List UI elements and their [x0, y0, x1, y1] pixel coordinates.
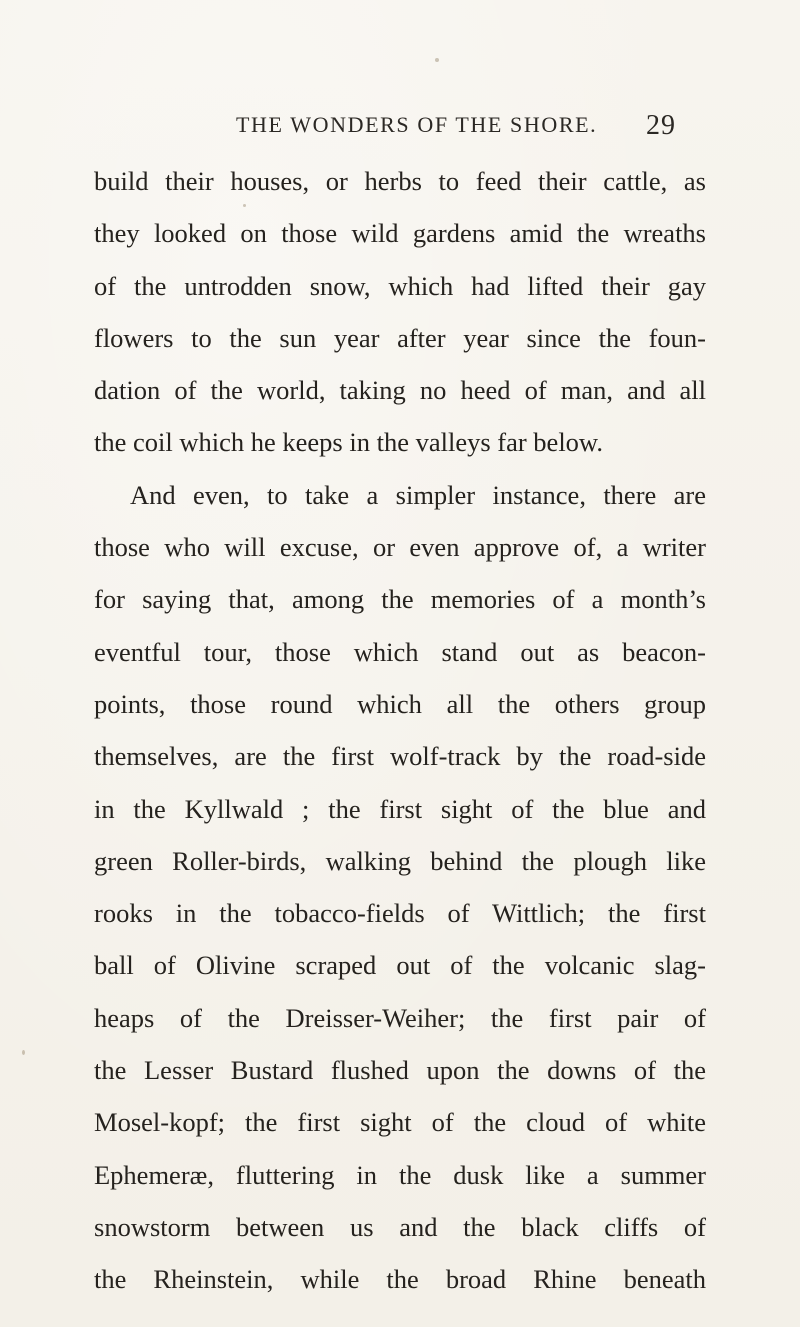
text-line: for saying that, among the memories of a month’s: [94, 584, 706, 615]
text-line: rooks in the tobacco-fields of Wittlich; the first: [94, 898, 706, 929]
text-line: of the untrodden snow, which had lifted their gay: [94, 270, 706, 301]
text-line: the coil which he keeps in the valleys far below.: [94, 427, 603, 458]
text-line: ball of Olivine scraped out of the volcanic slag-: [94, 950, 706, 981]
running-head: [236, 112, 676, 146]
text-line: points, those round which all the others group: [94, 688, 706, 719]
text-line-paragraph-start: And even, to take a simpler instance, there are: [130, 479, 706, 510]
text-line: Mosel-kopf; the first sight of the cloud of white: [94, 1107, 706, 1138]
text-line: they looked on those wild gardens amid the wreaths: [94, 218, 706, 249]
text-line: green Roller-birds, walking behind the plough like: [94, 845, 706, 876]
text-line: the Rheinstein, while the broad Rhine beneath: [94, 1264, 706, 1295]
text-line: eventful tour, those which stand out as beacon-: [94, 636, 706, 667]
text-line: those who will excuse, or even approve of, a writer: [94, 532, 706, 563]
text-line: in the Kyllwald ; the first sight of the blue and: [94, 793, 706, 824]
text-line: dation of the world, taking no heed of man, and all: [94, 375, 706, 406]
running-title: THE WONDERS OF THE SHORE.: [236, 112, 598, 137]
text-line: the Lesser Bustard flushed upon the downs of the: [94, 1055, 706, 1086]
text-line: Ephemeræ, fluttering in the dusk like a summer: [94, 1159, 706, 1190]
text-line: flowers to the sun year after year since the foun-: [94, 322, 706, 353]
text-line: build their houses, or herbs to feed their cattle, as: [94, 166, 706, 196]
paper-speck: [22, 1050, 25, 1055]
text-line: heaps of the Dreisser-Weiher; the first pair of: [94, 1002, 706, 1033]
text-line: snowstorm between us and the black cliffs of: [94, 1211, 706, 1242]
body-text: [94, 155, 706, 1306]
paper-speck: [435, 58, 439, 62]
text-line: themselves, are the first wolf-track by the road-side: [94, 741, 706, 772]
page-number: 29: [646, 110, 676, 141]
